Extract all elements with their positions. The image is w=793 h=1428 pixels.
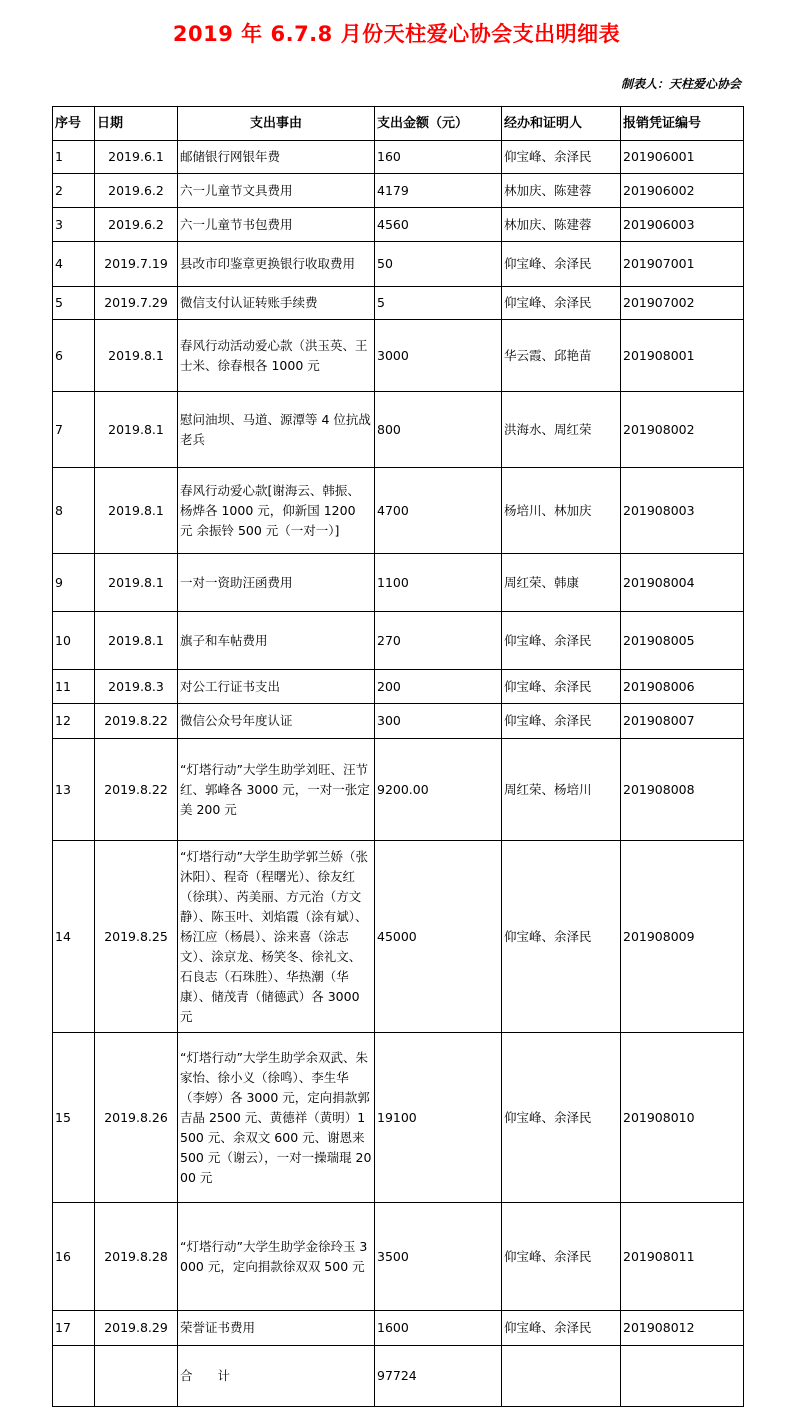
cell-date: 2019.6.2 bbox=[95, 208, 178, 242]
cell-reason: 春风行动爱心款[谢海云、韩振、杨烨各 1000 元，仰新国 1200 元 余振铃 500 元（一对一）] bbox=[178, 468, 375, 554]
cell-voucher: 201907002 bbox=[621, 287, 744, 320]
cell-reason: 邮储银行网银年费 bbox=[178, 141, 375, 174]
cell-date: 2019.8.25 bbox=[95, 841, 178, 1033]
cell-voucher: 201908010 bbox=[621, 1033, 744, 1203]
cell-reason: 春风行动活动爱心款（洪玉英、王士米、徐春根各 1000 元 bbox=[178, 320, 375, 392]
cell-no: 5 bbox=[53, 287, 95, 320]
table-row bbox=[53, 704, 744, 739]
page-title: 2019 年 6.7.8 月份天柱爱心协会支出明细表 bbox=[172, 22, 621, 46]
cell-reason: 旗子和车帖费用 bbox=[178, 612, 375, 670]
cell-handler: 仰宝峰、余泽民 bbox=[502, 242, 621, 287]
total-no-empty bbox=[53, 1346, 95, 1407]
cell-amount: 3500 bbox=[375, 1203, 502, 1311]
table-row bbox=[53, 208, 744, 242]
cell-voucher: 201908012 bbox=[621, 1311, 744, 1346]
cell-handler: 仰宝峰、余泽民 bbox=[502, 612, 621, 670]
cell-amount: 1100 bbox=[375, 554, 502, 612]
cell-handler: 仰宝峰、余泽民 bbox=[502, 141, 621, 174]
cell-voucher: 201906002 bbox=[621, 174, 744, 208]
table-row bbox=[53, 242, 744, 287]
cell-voucher: 201906003 bbox=[621, 208, 744, 242]
cell-handler: 洪海水、周红荣 bbox=[502, 392, 621, 468]
total-date-empty bbox=[95, 1346, 178, 1407]
cell-reason: 微信支付认证转账手续费 bbox=[178, 287, 375, 320]
cell-no: 11 bbox=[53, 670, 95, 704]
table-row bbox=[53, 1033, 744, 1203]
cell-date: 2019.8.29 bbox=[95, 1311, 178, 1346]
cell-no: 10 bbox=[53, 612, 95, 670]
cell-no: 17 bbox=[53, 1311, 95, 1346]
cell-handler: 周红荣、韩康 bbox=[502, 554, 621, 612]
cell-date: 2019.8.1 bbox=[95, 320, 178, 392]
cell-no: 3 bbox=[53, 208, 95, 242]
cell-date: 2019.8.3 bbox=[95, 670, 178, 704]
cell-amount: 800 bbox=[375, 392, 502, 468]
cell-voucher: 201908005 bbox=[621, 612, 744, 670]
table-row bbox=[53, 1311, 744, 1346]
cell-handler: 仰宝峰、余泽民 bbox=[502, 1033, 621, 1203]
cell-no: 16 bbox=[53, 1203, 95, 1311]
cell-no: 1 bbox=[53, 141, 95, 174]
cell-voucher: 201908006 bbox=[621, 670, 744, 704]
cell-handler: 仰宝峰、余泽民 bbox=[502, 704, 621, 739]
cell-handler: 林加庆、陈建蓉 bbox=[502, 208, 621, 242]
cell-date: 2019.8.26 bbox=[95, 1033, 178, 1203]
header-no: 序号 bbox=[53, 107, 95, 141]
table-row bbox=[53, 468, 744, 554]
cell-no: 15 bbox=[53, 1033, 95, 1203]
cell-amount: 160 bbox=[375, 141, 502, 174]
cell-amount: 3000 bbox=[375, 320, 502, 392]
cell-date: 2019.7.29 bbox=[95, 287, 178, 320]
header-voucher: 报销凭证编号 bbox=[621, 107, 744, 141]
cell-no: 4 bbox=[53, 242, 95, 287]
table-row bbox=[53, 1203, 744, 1311]
cell-reason: “灯塔行动”大学生助学刘旺、汪节红、郭峰各 3000 元，一对一张定美 200 元 bbox=[178, 739, 375, 841]
table-row bbox=[53, 739, 744, 841]
cell-no: 2 bbox=[53, 174, 95, 208]
table-row bbox=[53, 174, 744, 208]
cell-reason: “灯塔行动”大学生助学余双武、朱家怡、徐小义（徐鸣）、李生华（李婷）各 3000 元，定向捐款郭吉晶 2500 元、黄德祥（黄明）1500 元、余双文 600 元、谢恩来 500 元（谢云），一对一操瑞琨 2000 元 bbox=[178, 1033, 375, 1203]
cell-no: 7 bbox=[53, 392, 95, 468]
cell-voucher: 201906001 bbox=[621, 141, 744, 174]
cell-handler: 周红荣、杨培川 bbox=[502, 739, 621, 841]
cell-reason: 六一儿童节文具费用 bbox=[178, 174, 375, 208]
cell-voucher: 201908001 bbox=[621, 320, 744, 392]
cell-date: 2019.7.19 bbox=[95, 242, 178, 287]
cell-handler: 杨培川、林加庆 bbox=[502, 468, 621, 554]
cell-date: 2019.8.22 bbox=[95, 704, 178, 739]
total-voucher-empty bbox=[621, 1346, 744, 1407]
total-row bbox=[53, 1346, 744, 1407]
cell-reason: 六一儿童节书包费用 bbox=[178, 208, 375, 242]
cell-handler: 仰宝峰、余泽民 bbox=[502, 841, 621, 1033]
cell-reason: 对公工行证书支出 bbox=[178, 670, 375, 704]
cell-date: 2019.8.1 bbox=[95, 468, 178, 554]
cell-reason: 县改市印鉴章更换银行收取费用 bbox=[178, 242, 375, 287]
cell-amount: 270 bbox=[375, 612, 502, 670]
header-amount: 支出金额（元） bbox=[375, 107, 502, 141]
cell-no: 8 bbox=[53, 468, 95, 554]
cell-date: 2019.8.1 bbox=[95, 392, 178, 468]
header-date: 日期 bbox=[95, 107, 178, 141]
cell-reason: “灯塔行动”大学生助学金徐玲玉 3000 元，定向捐款徐双双 500 元 bbox=[178, 1203, 375, 1311]
table-row bbox=[53, 612, 744, 670]
cell-reason: 慰问油坝、马道、源潭等 4 位抗战老兵 bbox=[178, 392, 375, 468]
cell-amount: 4700 bbox=[375, 468, 502, 554]
table-row bbox=[53, 141, 744, 174]
table-row bbox=[53, 320, 744, 392]
cell-amount: 9200.00 bbox=[375, 739, 502, 841]
cell-handler: 仰宝峰、余泽民 bbox=[502, 1311, 621, 1346]
cell-amount: 50 bbox=[375, 242, 502, 287]
cell-handler: 华云霞、邱艳苗 bbox=[502, 320, 621, 392]
cell-voucher: 201908003 bbox=[621, 468, 744, 554]
cell-date: 2019.8.1 bbox=[95, 612, 178, 670]
cell-handler: 仰宝峰、余泽民 bbox=[502, 1203, 621, 1311]
table-row bbox=[53, 287, 744, 320]
cell-amount: 200 bbox=[375, 670, 502, 704]
cell-amount: 19100 bbox=[375, 1033, 502, 1203]
total-label: 合 计 bbox=[178, 1346, 375, 1407]
cell-handler: 仰宝峰、余泽民 bbox=[502, 287, 621, 320]
cell-handler: 仰宝峰、余泽民 bbox=[502, 670, 621, 704]
cell-reason: 荣誉证书费用 bbox=[178, 1311, 375, 1346]
cell-date: 2019.8.28 bbox=[95, 1203, 178, 1311]
cell-voucher: 201908008 bbox=[621, 739, 744, 841]
cell-date: 2019.8.22 bbox=[95, 739, 178, 841]
cell-date: 2019.6.1 bbox=[95, 141, 178, 174]
cell-voucher: 201908007 bbox=[621, 704, 744, 739]
cell-voucher: 201907001 bbox=[621, 242, 744, 287]
cell-no: 12 bbox=[53, 704, 95, 739]
header-reason: 支出事由 bbox=[178, 107, 375, 141]
cell-handler: 林加庆、陈建蓉 bbox=[502, 174, 621, 208]
cell-amount: 1600 bbox=[375, 1311, 502, 1346]
table-row bbox=[53, 670, 744, 704]
expense-table bbox=[52, 106, 744, 1407]
cell-voucher: 201908004 bbox=[621, 554, 744, 612]
cell-date: 2019.8.1 bbox=[95, 554, 178, 612]
cell-no: 14 bbox=[53, 841, 95, 1033]
cell-amount: 5 bbox=[375, 287, 502, 320]
table-row bbox=[53, 841, 744, 1033]
cell-reason: “灯塔行动”大学生助学郭兰娇（张沐阳）、程奇（程曙光）、徐友红（徐琪）、芮美丽、方元治（方文静）、陈玉叶、刘焰霞（涂有斌）、杨江应（杨晨）、涂来喜（涂志文）、涂京龙、杨笑冬、徐礼文、石良志（石珠胜）、华热潮（华康）、储茂青（储德武）各 3000 元 bbox=[178, 841, 375, 1033]
cell-reason: 一对一资助汪函费用 bbox=[178, 554, 375, 612]
cell-no: 9 bbox=[53, 554, 95, 612]
cell-no: 6 bbox=[53, 320, 95, 392]
table-maker: 制表人：天柱爱心协会 bbox=[620, 77, 741, 91]
table-header-row bbox=[53, 107, 744, 141]
cell-voucher: 201908011 bbox=[621, 1203, 744, 1311]
table-row bbox=[53, 392, 744, 468]
cell-amount: 300 bbox=[375, 704, 502, 739]
table-row bbox=[53, 554, 744, 612]
total-handler-empty bbox=[502, 1346, 621, 1407]
total-amount: 97724 bbox=[375, 1346, 502, 1407]
cell-amount: 45000 bbox=[375, 841, 502, 1033]
cell-no: 13 bbox=[53, 739, 95, 841]
cell-voucher: 201908009 bbox=[621, 841, 744, 1033]
cell-reason: 微信公众号年度认证 bbox=[178, 704, 375, 739]
cell-date: 2019.6.2 bbox=[95, 174, 178, 208]
header-handler: 经办和证明人 bbox=[502, 107, 621, 141]
cell-amount: 4179 bbox=[375, 174, 502, 208]
cell-amount: 4560 bbox=[375, 208, 502, 242]
cell-voucher: 201908002 bbox=[621, 392, 744, 468]
